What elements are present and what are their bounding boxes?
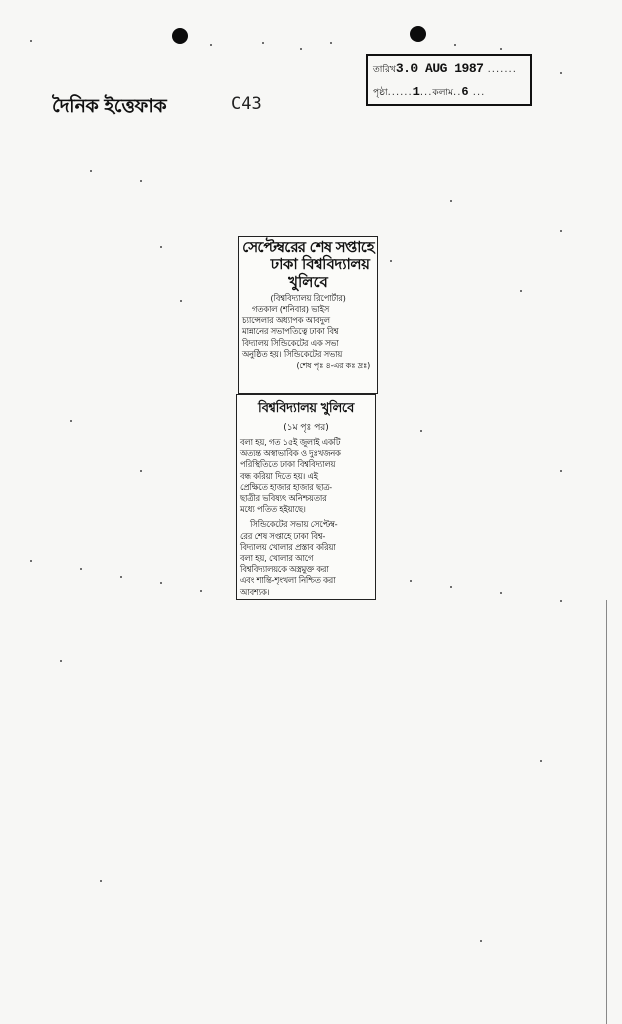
scan-margin-line: [606, 600, 607, 1024]
continuation-headline: বিশ্ববিদ্যালয় খুলিবে: [258, 401, 354, 416]
stamp-column-value: 6: [461, 85, 469, 99]
punch-hole-right: [410, 26, 426, 42]
archive-stamp: তারিখ3.0 AUG 1987 ....... পৃষ্ঠা......1...কলাম..6 ...: [366, 54, 532, 106]
stamp-date-label: তারিখ: [373, 65, 396, 75]
reference-code: C43: [231, 94, 262, 114]
stamp-column-label: কলাম: [432, 88, 454, 98]
news-clipping-front: [238, 236, 378, 394]
continued-note: (শেষ পৃঃ ৪-এর কঃ দ্রঃ): [296, 360, 370, 370]
article-headline: সেপ্টেম্বরের শেষ সপ্তাহে ঢাকা বিশ্ববিদ্যালয় খুলিবে: [242, 238, 374, 291]
newspaper-name: দৈনিক ইত্তেফাক: [52, 95, 167, 117]
article-lead: (বিশ্ববিদ্যালয় রিপোর্টার) গতকাল (শনিবার) ভাইস চ্যান্সেলার অধ্যাপক আবদুল মান্নানের সভাপতিত্বে ঢাকা বিশ্ব বিদ্যালয় সিন্ডিকেটের এক সভা অনুষ্ঠিত হয়। সিন্ডিকেটের সভায় (শেষ পৃঃ ৪-এর কঃ দ্রঃ): [239, 293, 377, 371]
stamp-page-value: 1: [412, 85, 420, 99]
article-byline: (বিশ্ববিদ্যালয় রিপোর্টার): [270, 292, 346, 303]
stamp-date-value: 3.0 AUG 1987: [395, 61, 484, 76]
continuation-body: বলা হয়, গত ১৫ই জুলাই একটি অত্যন্ত অস্বাভাবিক ও দুঃখজনক পরিস্থিতিতে ঢাকা বিশ্ববিদ্যালয় বন্ধ করিয়া দিতে হয়। এই প্রেক্ষিতে হাজার হাজার ছাত্র- ছাত্রীর ভবিষ্যৎ অনিশ্চয়তার মধ্যে পতিত হইয়াছে। সিন্ডিকেটের সভায় সেপ্টেম্ব- রের শেষ সপ্তাহে ঢাকা বিশ্ব- বিদ্যালয় খোলার প্রস্তাব করিয়া বলা হয়, খোলার আগে বিশ্ববিদ্যালয়কে অস্ত্রমুক্ত করা এবং শান্তি-শৃংখলা নিশ্চিত করা আবশ্যক।: [240, 437, 341, 597]
continuation-from: (১ম পৃঃ পর): [283, 423, 329, 433]
stamp-page-label: পৃষ্ঠা: [373, 88, 388, 98]
punch-hole-left: [172, 28, 188, 44]
news-clipping-continuation: [236, 394, 376, 600]
